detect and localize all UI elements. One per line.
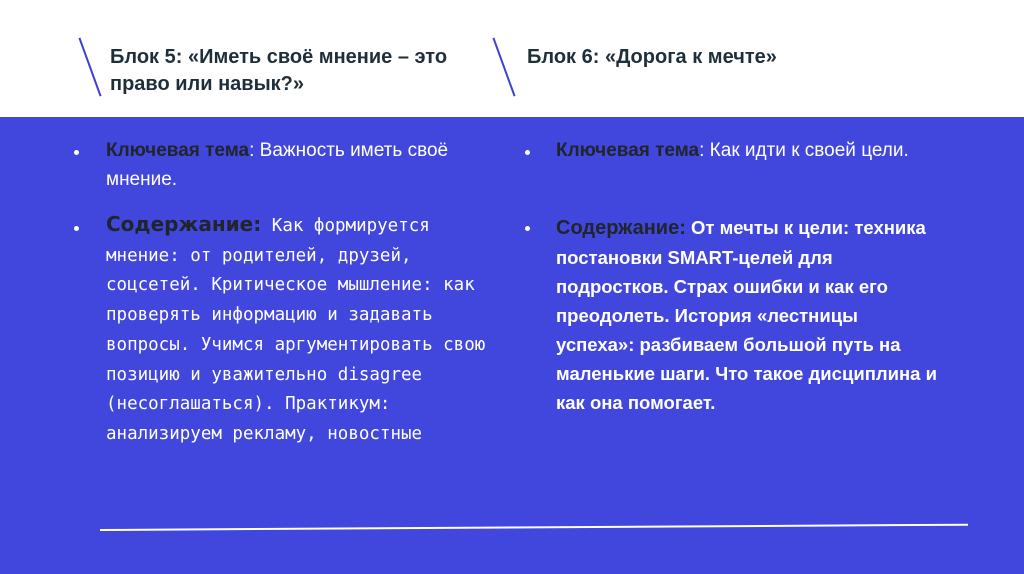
right-key-bullet — [525, 150, 530, 155]
right-content-bullet — [525, 226, 530, 231]
left-content-text: Как формируется мнение: от родителей, друзей, соцсетей. Критическое мышление: как проверять информацию и задавать вопросы. Учимся аргументировать свою позицию и уважительно disagree (несоглашаться). Практикум: анализируем рекламу, новостные — [106, 216, 486, 444]
right-content-text: От мечты к цели: техника постановки SMART-целей для подростков. Страх ошибки и как его преодолеть. История «лестницы успеха»: разбиваем большой путь на маленькие шаги. Что такое дисциплина и как она помогает. — [556, 217, 937, 413]
left-key-bullet — [74, 150, 79, 155]
left-slash-decoration — [78, 38, 101, 97]
block5-title: Блок 5: «Иметь своё мнение – это право или навык?» — [110, 46, 448, 95]
left-content-bullet — [74, 226, 79, 231]
right-content-label: Содержание: — [556, 217, 686, 239]
left-key-topic — [106, 136, 501, 194]
left-content-label: Содержание: — [106, 212, 262, 236]
right-key-text: : Как идти к своей цели. — [699, 140, 909, 161]
right-content — [556, 213, 941, 417]
right-key-topic — [556, 136, 926, 165]
left-key-label: Ключевая тема — [106, 140, 250, 161]
left-content — [106, 210, 486, 450]
block6-title: Блок 6: «Дорога к мечте» — [527, 46, 777, 68]
content-band — [0, 117, 1024, 574]
left-key-text: : Важность иметь своё мнение. — [106, 140, 449, 190]
right-key-label: Ключевая тема — [556, 140, 700, 161]
